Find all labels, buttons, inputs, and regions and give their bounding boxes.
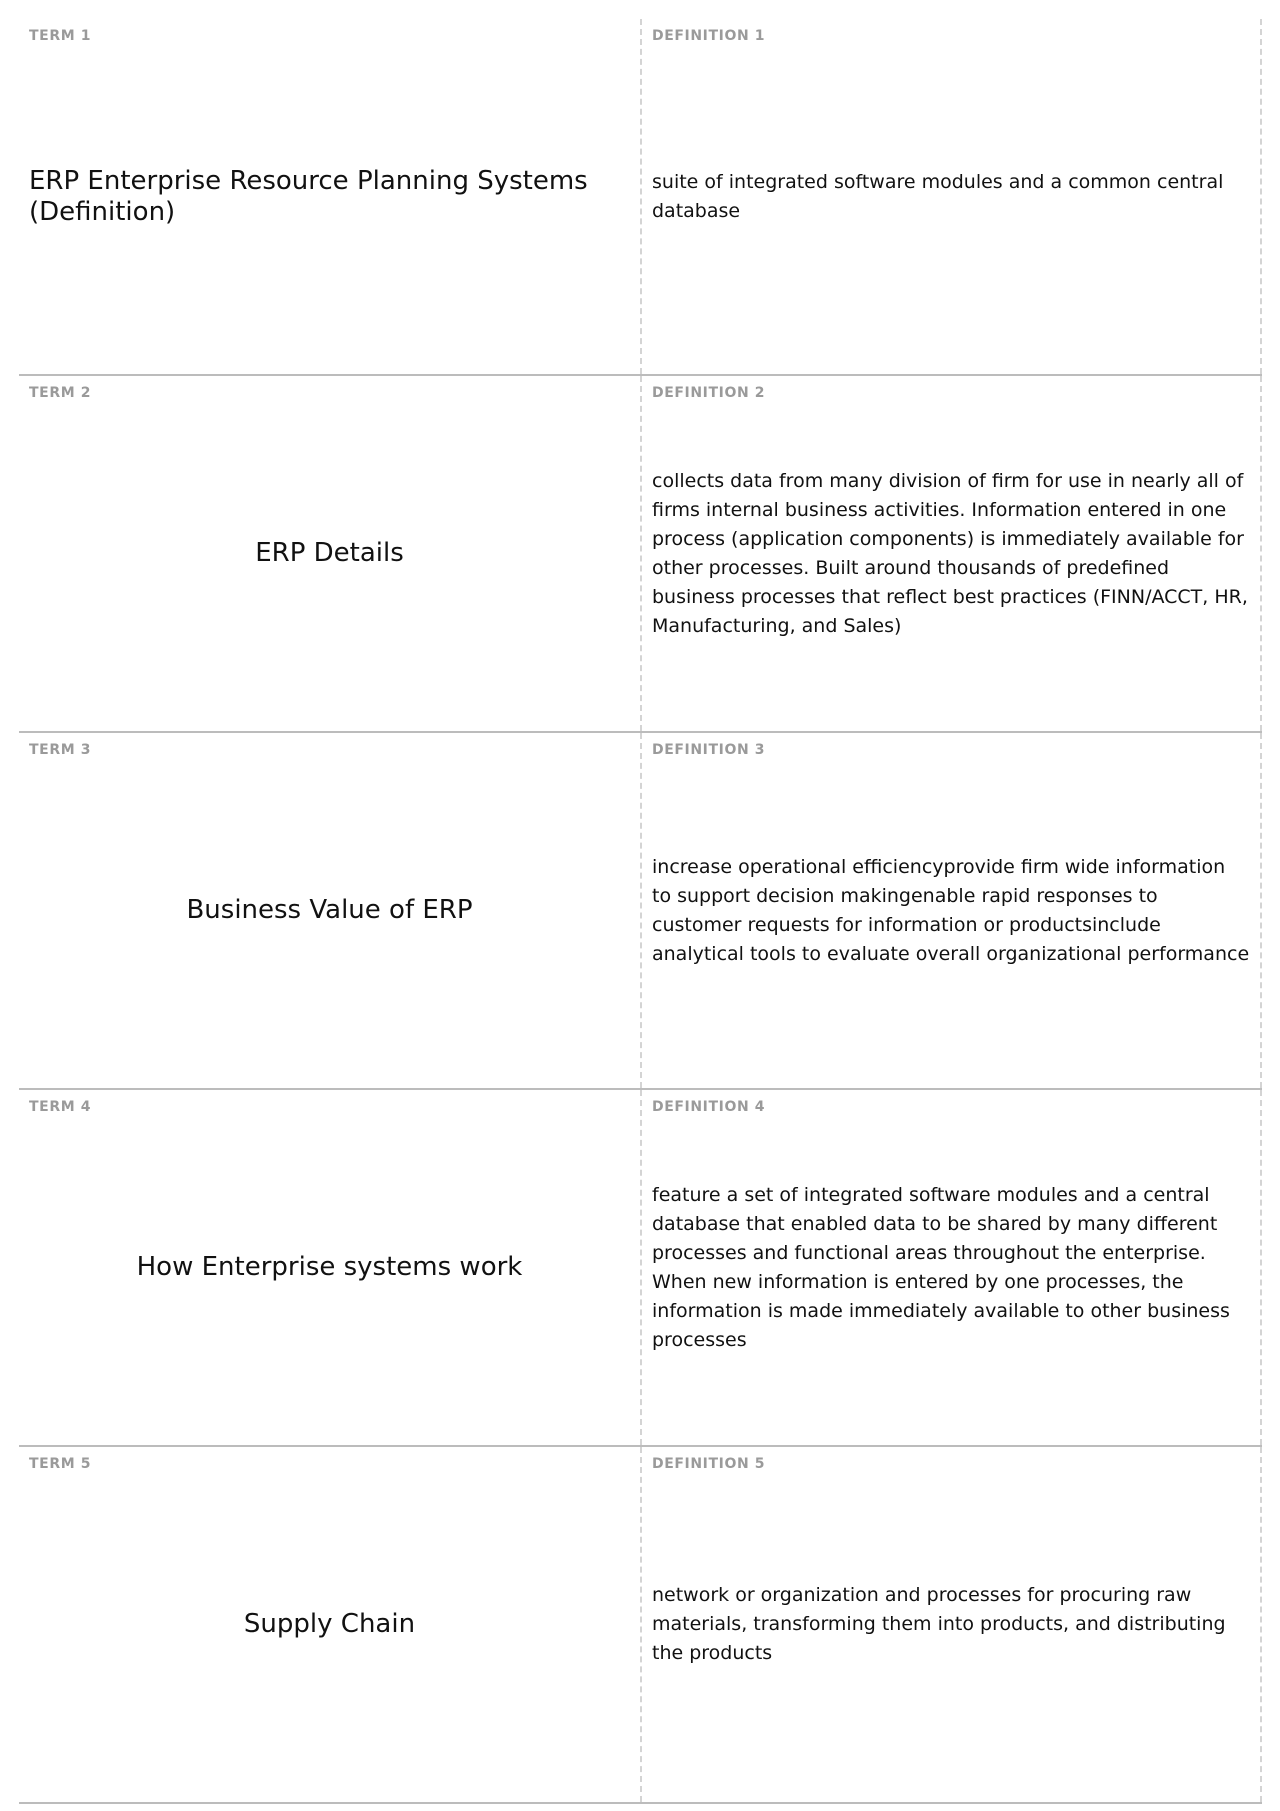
card-row-4 xyxy=(19,1090,1262,1447)
term-text-1: ERP Enterprise Resource Planning Systems (Definition) xyxy=(29,165,588,227)
definition-label-5: DEFINITION 5 xyxy=(652,1456,766,1472)
definition-label-2: DEFINITION 2 xyxy=(652,385,766,401)
term-label-4: TERM 4 xyxy=(29,1099,92,1115)
definition-label-3: DEFINITION 3 xyxy=(652,742,766,758)
term-label-2: TERM 2 xyxy=(29,385,92,401)
card-row-5 xyxy=(19,1447,1262,1804)
card-row-2 xyxy=(19,376,1262,733)
definition-text-1: suite of integrated software modules and a common central database xyxy=(652,170,1224,222)
definition-text-3: increase operational efficiencyprovide firm wide information to support decision makingenable rapid responses to customer requests for information or productsinclude analytical tools to evaluate overall organizational performance xyxy=(652,855,1250,965)
definition-text-5: network or organization and processes for procuring raw materials, transforming them into products, and distributing the products xyxy=(652,1584,1226,1664)
term-cell-1 xyxy=(19,19,642,374)
term-text-4: How Enterprise systems work xyxy=(136,1252,523,1282)
term-text-3: Business Value of ERP xyxy=(186,895,473,925)
term-text-5: Supply Chain xyxy=(243,1609,416,1639)
definition-cell-4 xyxy=(642,1090,1262,1445)
definition-text-4: feature a set of integrated software modules and a central database that enabled data to be shared by many different processes and functional areas throughout the enterprise. When new information is entered by one processes, the information is made immediately available to other business processes xyxy=(652,1183,1230,1351)
term-label-5: TERM 5 xyxy=(29,1456,92,1472)
definition-text-2: collects data from many division of firm for use in nearly all of firms internal business activities. Information entered in one process (application components) is immediately available for other processes. Built around thousands of predefined business processes that reflect best practices (FINN/ACCT, HR, Manufacturing, and Sales) xyxy=(652,469,1248,637)
term-label-3: TERM 3 xyxy=(29,742,92,758)
definition-label-1: DEFINITION 1 xyxy=(652,28,766,44)
definition-cell-2 xyxy=(642,376,1262,731)
definition-label-4: DEFINITION 4 xyxy=(652,1099,766,1115)
card-row-3 xyxy=(19,733,1262,1090)
term-cell-3 xyxy=(19,733,642,1088)
card-row-1 xyxy=(19,19,1262,376)
term-cell-2 xyxy=(19,376,642,731)
flashcard-sheet xyxy=(19,19,1262,1804)
term-cell-5 xyxy=(19,1447,642,1802)
definition-cell-5 xyxy=(642,1447,1262,1802)
definition-cell-3 xyxy=(642,733,1262,1088)
term-text-2: ERP Details xyxy=(255,538,404,568)
definition-cell-1 xyxy=(642,19,1262,374)
term-label-1: TERM 1 xyxy=(29,28,92,44)
term-cell-4 xyxy=(19,1090,642,1445)
